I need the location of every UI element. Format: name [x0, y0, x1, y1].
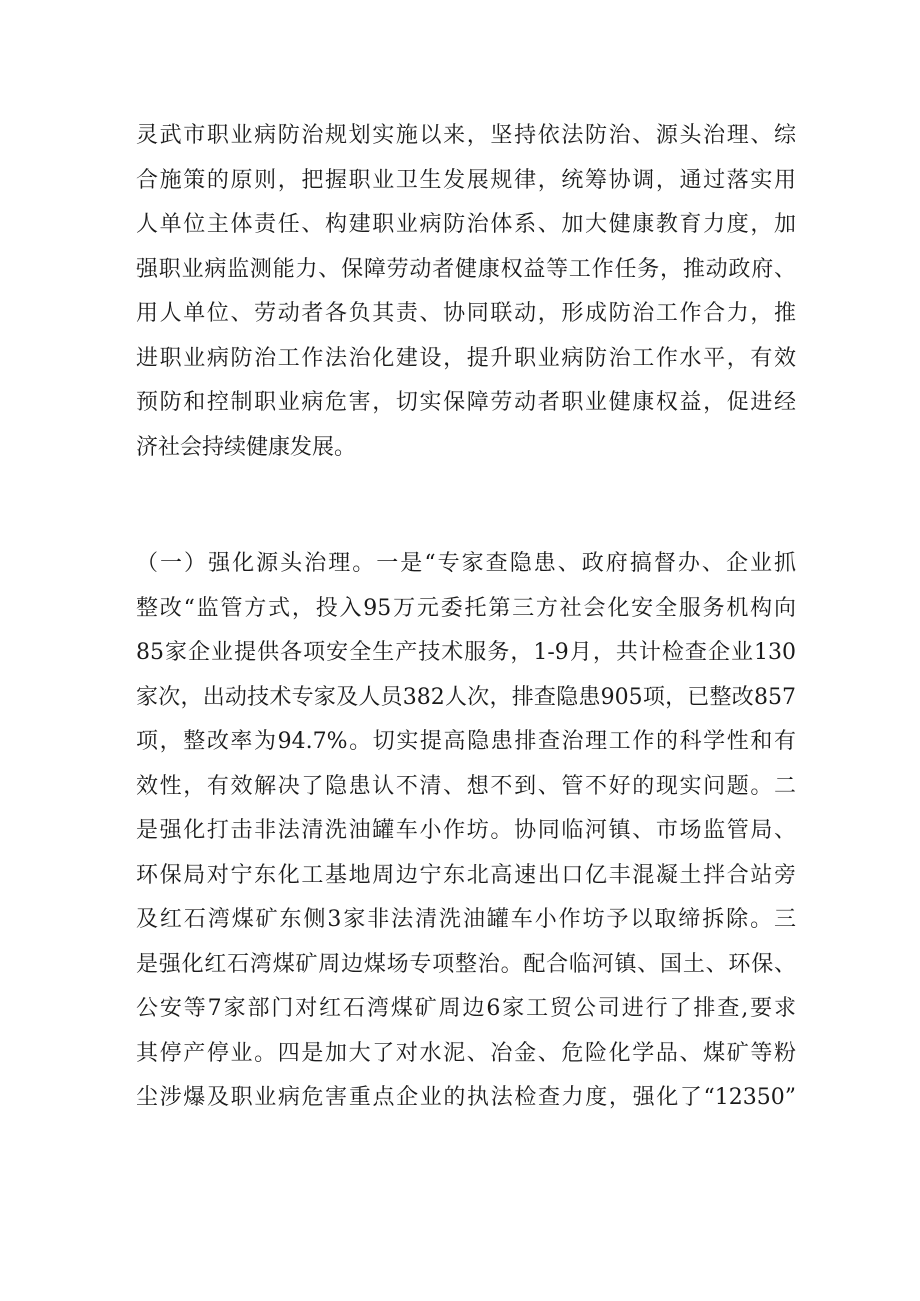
paragraph-intro [136, 114, 796, 470]
text-line: 进职业病防治工作法治化建设，提升职业病防治工作水平，有效 [136, 345, 796, 371]
text-line: 环保局对宁东化工基地周边宁东北高速出口亿丰混凝土拌合站旁 [136, 862, 796, 888]
text-line: 整改“监管方式，投入95万元委托第三方社会化安全服务机构向 [136, 595, 796, 621]
text-line: 灵武市职业病防治规划实施以来，坚持依法防治、源头治理、综 [136, 123, 796, 148]
text-line: 其停产停业。四是加大了对水泥、冶金、危险化学品、煤矿等粉 [136, 1040, 796, 1066]
text-line: 用人单位、劳动者各负其责、协同联动，形成防治工作合力，推 [136, 301, 796, 326]
text-line: 85家企业提供各项安全生产技术服务，1-9月，共计检查企业130 [136, 640, 796, 665]
text-line: （一）强化源头治理。一是“专家查隐患、政府搞督办、企业抓 [136, 551, 796, 576]
text-line: 人单位主体责任、构建职业病防治体系、加大健康教育力度，加 [136, 212, 796, 237]
text-line: 是强化打击非法清洗油罐车小作坊。协同临河镇、市场监管局、 [136, 818, 796, 843]
paragraph-source-governance [136, 542, 796, 1121]
text-line: 项，整改率为94.7%。切实提高隐患排查治理工作的科学性和有 [136, 729, 796, 754]
text-line: 合施策的原则，把握职业卫生发展规律，统筹协调，通过落实用 [136, 167, 796, 193]
text-line: 家次，出动技术专家及人员382人次，排查隐患905项，已整改857 [136, 684, 796, 710]
text-line: 预防和控制职业病危害，切实保障劳动者职业健康权益，促进经 [136, 390, 796, 415]
text-line: 效性，有效解决了隐患认不清、想不到、管不好的现实问题。二 [136, 773, 796, 799]
text-line: 是强化红石湾煤矿周边煤场专项整治。配合临河镇、国土、环保、 [136, 951, 796, 977]
text-line: 强职业病监测能力、保障劳动者健康权益等工作任务，推动政府、 [136, 256, 796, 282]
text-line: 尘涉爆及职业病危害重点企业的执法检查力度，强化了“12350” [136, 1085, 796, 1110]
text-line: 济社会持续健康发展。 [136, 434, 357, 460]
text-line: 及红石湾煤矿东侧3家非法清洗油罐车小作坊予以取缔拆除。三 [136, 907, 796, 932]
text-line: 公安等7家部门对红石湾煤矿周边6家工贸公司进行了排查,要求 [136, 996, 796, 1021]
